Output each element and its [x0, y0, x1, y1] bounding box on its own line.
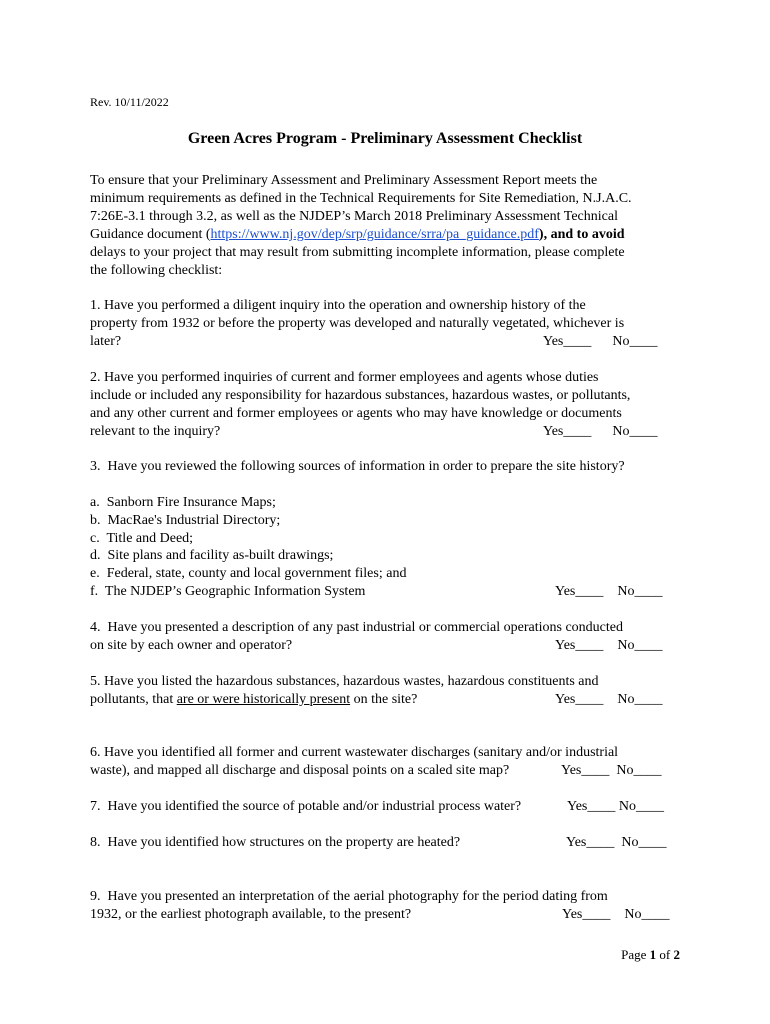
intro-line-1: To ensure that your Preliminary Assessment and Preliminary Assessment Report meets the	[90, 173, 598, 188]
question-3-item-f: f. The NJDEP’s Geographic Information System	[90, 584, 366, 599]
question-4-line-1: 4. Have you presented a description of any past industrial or commercial operations conducted	[90, 620, 623, 635]
question-3-item-a: a. Sanborn Fire Insurance Maps;	[90, 495, 276, 510]
question-4-line-2: on site by each owner and operator?	[90, 638, 293, 653]
question-6-line-1: 6. Have you identified all former and current wastewater discharges (sanitary and/or industrial	[90, 745, 619, 760]
question-8-yes-no[interactable]: Yes____ No____	[566, 835, 667, 850]
question-3-item-c: c. Title and Deed;	[90, 531, 194, 546]
question-3-item-b: b. MacRae's Industrial Directory;	[90, 513, 281, 528]
question-2-line-4: relevant to the inquiry?	[90, 424, 221, 439]
question-1-line-3: later?	[90, 334, 122, 349]
guidance-link[interactable]: https://www.nj.gov/dep/srp/guidance/srra/pa_guidance.pdf	[210, 227, 539, 242]
question-7-yes-no[interactable]: Yes____ No____	[567, 799, 664, 814]
total-pages: 2	[673, 947, 680, 962]
intro-line-4	[90, 226, 625, 244]
question-1-yes-no[interactable]: Yes____ No____	[543, 334, 658, 349]
intro-line-4-post: ), and to avoid	[538, 227, 625, 242]
question-5-line-2-pre: pollutants, that	[90, 692, 177, 707]
question-3-yes-no[interactable]: Yes____ No____	[555, 584, 663, 599]
question-9-line-2: 1932, or the earliest photograph available, to the present?	[90, 907, 412, 922]
intro-line-6: the following checklist:	[90, 263, 223, 278]
page-title: Green Acres Program - Preliminary Assessment Checklist	[187, 130, 583, 147]
question-5-yes-no[interactable]: Yes____ No____	[555, 692, 663, 707]
question-9-yes-no[interactable]: Yes____ No____	[562, 907, 670, 922]
question-1-line-2: property from 1932 or before the property was developed and naturally vegetated, whichever is	[90, 316, 625, 331]
question-5-underlined-text: are or were historically present	[176, 692, 351, 707]
question-3-item-d: d. Site plans and facility as-built drawings;	[90, 548, 334, 563]
question-2-line-3: and any other current and former employees or agents who may have knowledge or documents	[90, 406, 622, 421]
question-2-yes-no[interactable]: Yes____ No____	[543, 424, 658, 439]
question-6-yes-no[interactable]: Yes____ No____	[561, 763, 662, 778]
question-3-item-e: e. Federal, state, county and local government files; and	[90, 566, 407, 581]
question-5-line-2-post: on the site?	[350, 692, 418, 707]
intro-line-2: minimum requirements as defined in the Technical Requirements for Site Remediation, N.J.A.C.	[90, 191, 632, 206]
page-number	[621, 947, 680, 963]
current-page-number: 1	[649, 947, 657, 962]
question-7-line-1: 7. Have you identified the source of potable and/or industrial process water?	[90, 799, 522, 814]
intro-line-3: 7:26E-3.1 through 3.2, as well as the NJDEP’s March 2018 Preliminary Assessment Technical	[90, 209, 618, 224]
question-2-line-2: include or included any responsibility for hazardous substances, hazardous wastes, or pollutants,	[90, 388, 631, 403]
page-word: Page	[621, 947, 650, 962]
revision-date: Rev. 10/11/2022	[90, 95, 169, 109]
question-5-line-2	[90, 691, 417, 709]
question-9-line-1: 9. Have you presented an interpretation of the aerial photography for the period dating from	[90, 889, 608, 904]
question-2-line-1: 2. Have you performed inquiries of current and former employees and agents whose duties	[90, 370, 599, 385]
question-5-line-1: 5. Have you listed the hazardous substances, hazardous wastes, hazardous constituents and	[90, 674, 599, 689]
question-4-yes-no[interactable]: Yes____ No____	[555, 638, 663, 653]
question-8-line-1: 8. Have you identified how structures on the property are heated?	[90, 835, 461, 850]
question-1-line-1: 1. Have you performed a diligent inquiry into the operation and ownership history of the	[90, 298, 586, 313]
intro-line-4-pre: Guidance document (	[90, 227, 211, 242]
intro-line-5: delays to your project that may result from submitting incomplete information, please complete	[90, 245, 625, 260]
of-word: of	[656, 947, 674, 962]
question-6-line-2: waste), and mapped all discharge and disposal points on a scaled site map?	[90, 763, 510, 778]
question-3-line-1: 3. Have you reviewed the following sources of information in order to prepare the site history?	[90, 459, 625, 474]
